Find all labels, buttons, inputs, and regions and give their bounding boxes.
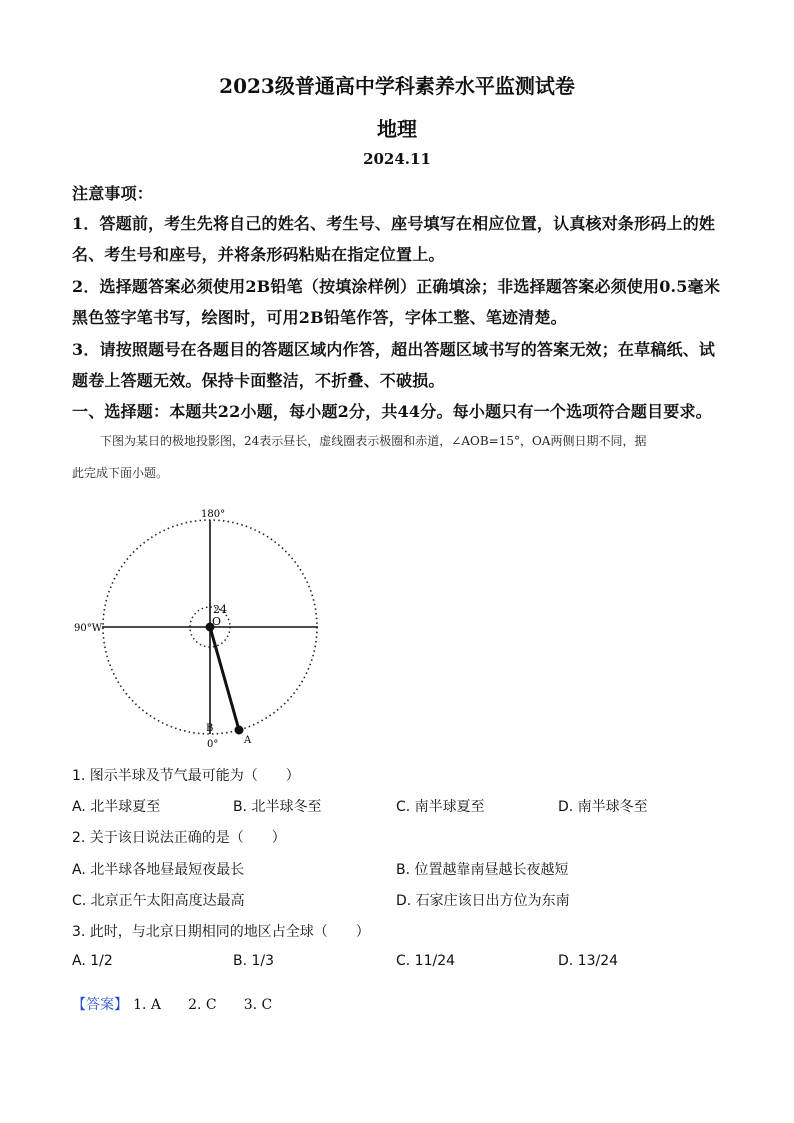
option[interactable]: C. 南半球夏至 — [396, 799, 485, 815]
option[interactable]: C. 北京正午太阳高度达最高 — [72, 893, 245, 909]
line-oa — [210, 627, 239, 730]
answer-item: 3. C — [243, 997, 273, 1013]
question-stem: 2. 关于该日说法正确的是（ ） — [72, 830, 286, 846]
option[interactable]: D. 13/24 — [558, 953, 619, 969]
label-daylength: 24 — [213, 603, 227, 616]
point-a — [235, 726, 244, 735]
notice-line: 题卷上答题无效。保持卡面整洁，不折叠、不破损。 — [72, 371, 445, 390]
label-180: 180° — [201, 509, 226, 520]
answer-label: 【答案】 — [72, 997, 128, 1013]
option[interactable]: B. 位置越靠南昼越长夜越短 — [396, 862, 569, 878]
option[interactable]: C. 11/24 — [396, 953, 456, 969]
subject-title: 地理 — [377, 117, 417, 141]
label-o: O — [212, 615, 222, 628]
label-0: 0° — [207, 739, 219, 750]
notice-line: 名、考生号和座号，并将条形码粘贴在指定位置上。 — [72, 245, 445, 264]
option[interactable]: A. 1/2 — [72, 953, 113, 969]
polar-projection-diagram — [70, 500, 340, 755]
notice-heading: 注意事项： — [72, 184, 154, 203]
label-a: A — [244, 735, 252, 746]
notice-line: 3．请按照题号在各题目的答题区域内作答，超出答题区域书写的答案无效；在草稿纸、试 — [72, 340, 716, 359]
question-stem: 1. 图示半球及节气最可能为（ ） — [72, 768, 300, 784]
intro-line: 下图为某日的极地投影图，24表示昼长，虚线圈表示极圈和赤道，∠AOB=15°，OA两侧日期不同，据 — [100, 434, 647, 448]
exam-title: 2023级普通高中学科素养水平监测试卷 — [219, 74, 575, 98]
intro-line: 此完成下面小题。 — [72, 466, 169, 480]
notice-line: 2．选择题答案必须使用2B铅笔（按填涂样例）正确填涂；非选择题答案必须使用0.5毫米 — [72, 277, 721, 296]
section-heading: 一、选择题：本题共22小题，每小题2分，共44分。每小题只有一个选项符合题目要求。 — [72, 402, 712, 421]
option[interactable]: B. 1/3 — [233, 953, 275, 969]
option[interactable]: A. 北半球各地昼最短夜最长 — [72, 862, 245, 878]
option[interactable]: D. 石家庄该日出方位为东南 — [396, 893, 570, 909]
answer-row — [72, 994, 272, 1014]
exam-date: 2024.11 — [363, 150, 431, 168]
answer-item: 2. C — [188, 997, 217, 1013]
label-b: B — [206, 723, 214, 734]
question-stem: 3. 此时，与北京日期相同的地区占全球（ ） — [72, 924, 370, 940]
notice-line: 黑色签字笔书写，绘图时，可用2B铅笔作答，字体工整、笔迹清楚。 — [72, 308, 567, 327]
notice-line: 1．答题前，考生先将自己的姓名、考生号、座号填写在相应位置，认真核对条形码上的姓 — [72, 214, 716, 233]
option[interactable]: A. 北半球夏至 — [72, 799, 161, 815]
option[interactable]: D. 南半球冬至 — [558, 799, 648, 815]
answer-item: 1. A — [133, 997, 162, 1013]
label-90w: 90°W — [74, 623, 103, 634]
option[interactable]: B. 北半球冬至 — [233, 799, 322, 815]
